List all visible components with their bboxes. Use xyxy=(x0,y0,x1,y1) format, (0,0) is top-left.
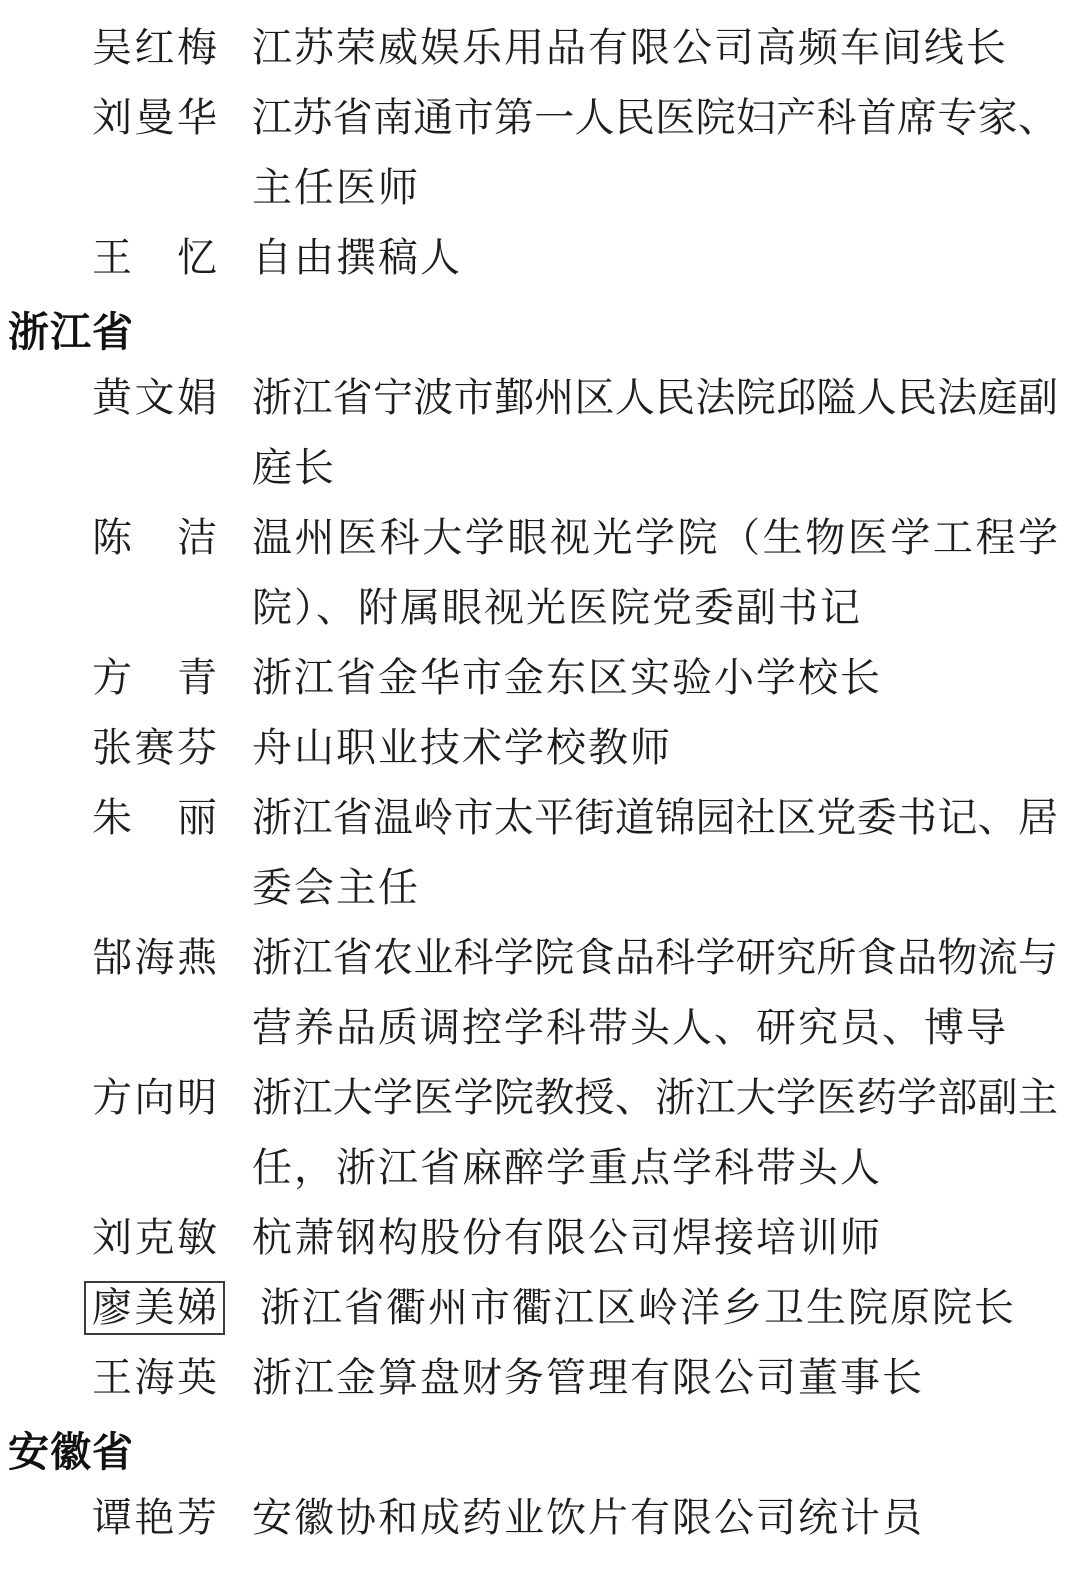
person-name xyxy=(92,96,217,140)
name-char: 红 xyxy=(134,25,175,70)
description-line: 委会主任 xyxy=(252,865,420,910)
entry-row xyxy=(0,643,1080,713)
name-char: 克 xyxy=(134,1215,175,1260)
description-line: 安徽协和成药业饮片有限公司统计员 xyxy=(252,1495,924,1540)
name-char: 美 xyxy=(134,1285,175,1330)
description-line: 浙江省农业科学院食品科学研究所食品物流与 xyxy=(252,935,1058,980)
section-header xyxy=(0,1413,1080,1483)
description-line: 浙江大学医学院教授、浙江大学医药学部副主 xyxy=(252,1075,1058,1120)
description-line: 温州医科大学眼视光学院（生物医学工程学 xyxy=(252,515,1058,560)
description-line: 杭萧钢构股份有限公司焊接培训师 xyxy=(252,1215,882,1260)
name-char: 芬 xyxy=(177,725,217,770)
description-line: 浙江金算盘财务管理有限公司董事长 xyxy=(252,1355,924,1400)
person-name xyxy=(92,516,217,560)
person-name xyxy=(92,796,217,840)
entry-row xyxy=(0,13,1080,83)
description-line: 庭长 xyxy=(252,445,336,490)
description-line: 浙江省宁波市鄞州区人民法院邱隘人民法庭副 xyxy=(252,375,1058,420)
description-line: 江苏省南通市第一人民医院妇产科首席专家、 xyxy=(252,95,1058,140)
name-char: 青 xyxy=(177,655,217,700)
name-char: 娣 xyxy=(177,1285,217,1330)
entry-row xyxy=(0,363,1080,433)
name-char: 方 xyxy=(92,655,132,700)
name-char: 黄 xyxy=(92,375,132,420)
name-char: 廖 xyxy=(92,1285,132,1330)
name-char: 赛 xyxy=(134,725,175,770)
name-char: 燕 xyxy=(177,935,217,980)
entry-row xyxy=(0,713,1080,783)
name-char: 明 xyxy=(177,1075,217,1120)
description-line: 任，浙江省麻醉学重点学科带头人 xyxy=(252,1145,882,1190)
name-char: 英 xyxy=(177,1355,217,1400)
name-char: 敏 xyxy=(177,1215,217,1260)
person-name xyxy=(92,656,217,700)
entry-row xyxy=(0,1203,1080,1273)
entry-row xyxy=(0,223,1080,293)
description-line: 自由撰稿人 xyxy=(252,235,462,280)
name-char: 忆 xyxy=(177,235,217,280)
entry-row xyxy=(0,923,1080,993)
name-char: 王 xyxy=(92,235,132,280)
person-name xyxy=(92,1356,217,1400)
description-line: 江苏荣威娱乐用品有限公司高频车间线长 xyxy=(252,25,1008,70)
description-line: 营养品质调控学科带头人、研究员、博导 xyxy=(252,1005,1008,1050)
name-char: 丽 xyxy=(177,795,217,840)
person-name xyxy=(92,1216,217,1260)
name-char: 张 xyxy=(92,725,132,770)
person-name xyxy=(92,1076,217,1120)
name-char: 陈 xyxy=(92,515,132,560)
person-name xyxy=(92,1496,217,1540)
name-char: 海 xyxy=(134,1355,175,1400)
person-name xyxy=(92,726,217,770)
entry-row xyxy=(0,1343,1080,1413)
person-name xyxy=(92,936,217,980)
section-title: 安徽省 xyxy=(8,1428,134,1475)
entry-continuation-row xyxy=(0,1133,1080,1203)
section-title: 浙江省 xyxy=(8,308,134,355)
name-char: 王 xyxy=(92,1355,132,1400)
name-char: 梅 xyxy=(177,25,217,70)
entry-continuation-row xyxy=(0,153,1080,223)
entry-row xyxy=(0,1063,1080,1133)
name-char: 海 xyxy=(134,935,175,980)
description-line: 浙江省衢州市衢江区岭洋乡卫生院原院长 xyxy=(260,1285,1016,1330)
entry-row xyxy=(0,1483,1080,1553)
name-char: 洁 xyxy=(177,515,217,560)
description-line: 主任医师 xyxy=(252,165,420,210)
name-char: 郜 xyxy=(92,935,132,980)
person-name xyxy=(92,376,217,420)
entry-continuation-row xyxy=(0,573,1080,643)
name-char: 刘 xyxy=(92,95,132,140)
entry-continuation-row xyxy=(0,993,1080,1063)
name-char: 娟 xyxy=(177,375,217,420)
entry-row xyxy=(0,783,1080,853)
document-page xyxy=(0,13,1080,1553)
entry-continuation-row xyxy=(0,853,1080,923)
description-line: 浙江省温岭市太平街道锦园社区党委书记、居 xyxy=(252,795,1058,840)
name-char: 刘 xyxy=(92,1215,132,1260)
name-char: 朱 xyxy=(92,795,132,840)
name-char: 曼 xyxy=(134,95,175,140)
name-char: 谭 xyxy=(92,1495,132,1540)
section-header xyxy=(0,293,1080,363)
name-char: 艳 xyxy=(134,1495,175,1540)
name-char: 方 xyxy=(92,1075,132,1120)
description-line: 院）、附属眼视光医院党委副书记 xyxy=(252,585,862,630)
entry-row xyxy=(0,1273,1080,1343)
name-char: 吴 xyxy=(92,25,132,70)
name-char: 向 xyxy=(134,1075,175,1120)
name-char: 文 xyxy=(134,375,175,420)
name-char: 华 xyxy=(177,95,217,140)
entry-row xyxy=(0,503,1080,573)
description-line: 舟山职业技术学校教师 xyxy=(252,725,672,770)
name-char: 芳 xyxy=(177,1495,217,1540)
entry-row xyxy=(0,83,1080,153)
person-name-box xyxy=(84,1281,225,1335)
entry-continuation-row xyxy=(0,433,1080,503)
person-name xyxy=(92,236,217,280)
description-line: 浙江省金华市金东区实验小学校长 xyxy=(252,655,882,700)
person-name xyxy=(92,26,217,70)
